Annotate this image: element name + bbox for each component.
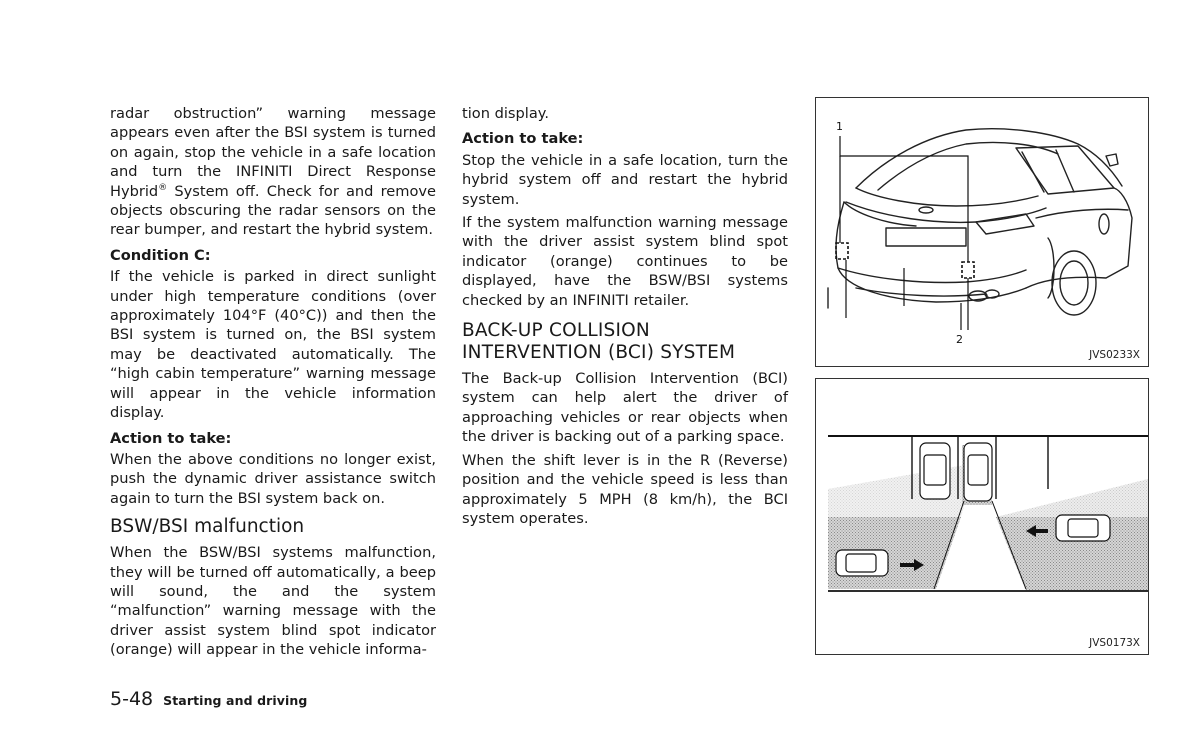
action-heading-1: Action to take: <box>110 429 232 447</box>
malfunction-followup: If the system malfunction warning message with the driver assist system blind spot indicator (orange) continues to be displayed, have the BSW/BSI systems checked by an INFINITI retailer. <box>462 214 788 309</box>
malfunction-heading: BSW/BSI malfunction <box>110 516 305 538</box>
figure-car-rear <box>815 97 1149 367</box>
section-title: Starting and driving <box>163 693 308 708</box>
action-text-2: Stop the vehicle in a safe location, turn the hybrid system off and restart the hybrid system. <box>462 151 788 208</box>
figure-code-top: JVS0233X <box>1089 349 1140 361</box>
bci-heading: BACK-UP COLLISION INTERVENTION (BCI) SYSTEM <box>462 320 736 364</box>
car-rear-sensors-illustration-icon <box>816 98 1148 366</box>
action-text-1: When the above conditions no longer exist, push the dynamic driver assistance switch again to turn the BSI system back on. <box>110 450 436 507</box>
callout-1: 1 <box>836 120 843 133</box>
condition-c-heading: Condition C: <box>110 246 211 264</box>
parking-lot-bci-illustration-icon <box>816 379 1148 654</box>
para1-text: radar obstruction” warning message appears even after the BSI system is turned on again, stop the vehicle in a safe location and turn the INFINITI Direct Response Hybrid <box>110 105 436 200</box>
condition-c-text: If the vehicle is parked in direct sunlight under high temperature conditions (over approximately 104°F (40°C)) and then the BSI system is turned on, the BSI system may be deactivated automatically. The “high cabin temperature” warning message will appear in the vehicle information display. <box>110 268 436 422</box>
bci-operation: When the shift lever is in the R (Reverse) position and the vehicle speed is less than approximately 5 MPH (8 km/h), the BCI system operates. <box>462 451 788 527</box>
registered-mark: ® <box>158 182 168 193</box>
page-number: 5-48 <box>110 688 154 710</box>
action-heading-2: Action to take: <box>462 130 584 148</box>
para1-tail-text: System off. Check for and remove objects obscuring the radar sensors on the rear bumper, and restart the hybrid system. <box>110 182 436 239</box>
figure-code-bottom: JVS0173X <box>1089 637 1140 649</box>
left-text-column <box>110 104 436 664</box>
continuation-text: tion display. <box>462 105 549 122</box>
bci-intro: The Back-up Collision Intervention (BCI) system can help alert the driver of approaching vehicles or rear objects when the driver is backing out of a parking space. <box>462 370 788 446</box>
figure-parking-bci <box>815 378 1149 655</box>
paragraph-radar-obstruction <box>110 104 436 240</box>
malfunction-text: When the BSW/BSI systems malfunction, they will be turned off automatically, a beep will sound, the and the system “malfunction” warning message with the driver assist system blind spot indicator (orange) will appear in the vehicle informa- <box>110 544 436 659</box>
right-text-column <box>462 104 788 532</box>
callout-2: 2 <box>956 333 963 346</box>
page-footer <box>110 688 307 710</box>
